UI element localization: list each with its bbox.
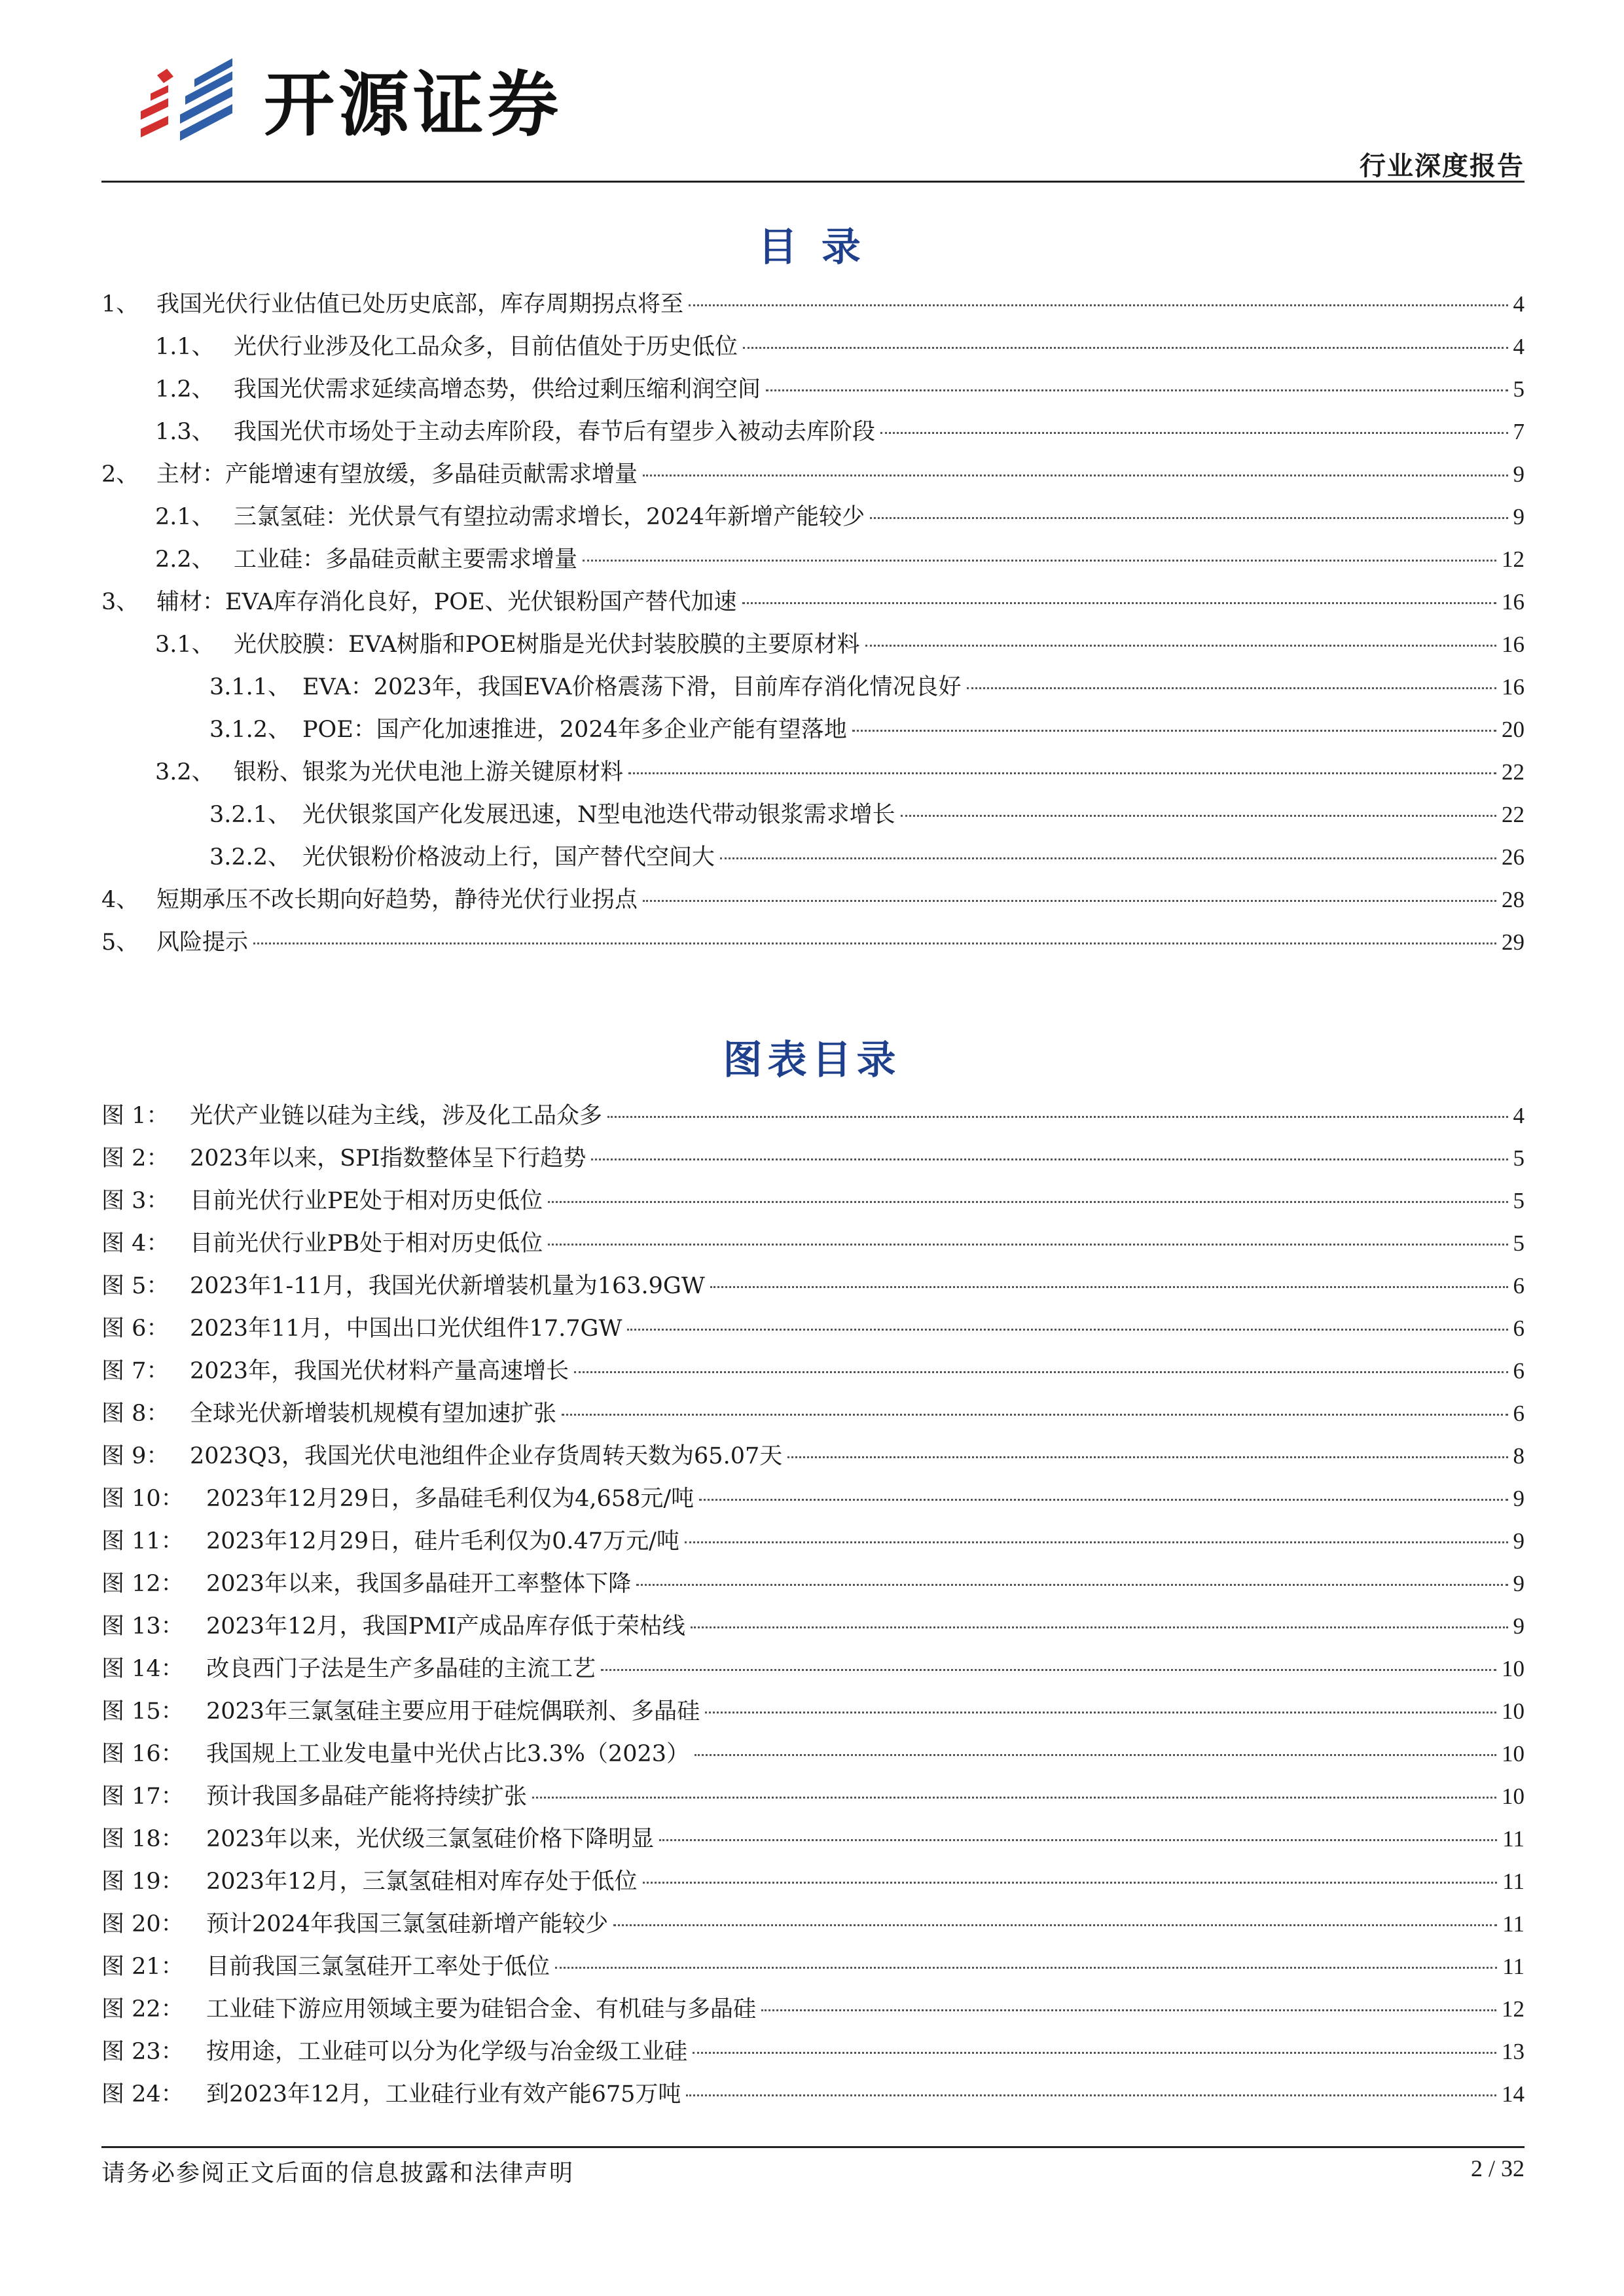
toc-entry[interactable] — [101, 329, 1525, 371]
toc-entry-number: 3.1、 — [155, 632, 215, 658]
dot-leader — [691, 1626, 1508, 1628]
toc-entry-title: EVA：2023年，我国EVA价格震荡下滑，目前库存消化情况良好 — [302, 674, 962, 700]
footer-divider — [101, 2146, 1525, 2148]
toc-entry-number: 3.2.1、 — [209, 802, 291, 828]
figures-entry-number: 图 15： — [101, 1698, 184, 1725]
dot-leader — [636, 1584, 1507, 1586]
dot-leader — [253, 942, 1496, 944]
toc-entry-number: 3.2、 — [155, 759, 215, 785]
toc-entry-page: 9 — [1513, 461, 1525, 487]
figures-entry-title: 目前光伏行业PE处于相对历史低位 — [190, 1188, 543, 1214]
figures-entry[interactable] — [101, 1821, 1525, 1863]
toc-entry-number: 1、 — [101, 291, 139, 317]
toc-entry-page: 7 — [1513, 419, 1525, 444]
figures-entry-title: 改良西门子法是生产多晶硅的主流工艺 — [206, 1656, 596, 1682]
toc-entry-title: 光伏行业涉及化工品众多，目前估值处于历史低位 — [234, 334, 738, 360]
figures-entry-page: 6 — [1513, 1316, 1525, 1341]
dot-leader — [720, 857, 1496, 859]
footer-disclaimer: 请务必参阅正文后面的信息披露和法律声明 — [101, 2160, 575, 2187]
figures-entry-title: 到2023年12月，工业硅行业有效产能675万吨 — [206, 2081, 681, 2108]
toc-entry-page: 16 — [1502, 632, 1525, 657]
dot-leader — [742, 602, 1496, 604]
toc-entry-title: 三氯氢硅：光伏景气有望拉动需求增长，2024年新增产能较少 — [234, 504, 865, 530]
report-type-label: 行业深度报告 — [1360, 151, 1525, 181]
toc-entry[interactable] — [101, 584, 1525, 626]
figures-entry-title: 我国规上工业发电量中光伏占比3.3%（2023） — [206, 1741, 689, 1767]
toc-entry-title: POE：国产化加速推进，2024年多企业产能有望落地 — [302, 717, 847, 743]
figures-entry-title: 2023年12月，我国PMI产成品库存低于荣枯线 — [206, 1613, 685, 1640]
dot-leader — [532, 1797, 1496, 1799]
page-number: 2 / 32 — [1470, 2155, 1525, 2181]
figures-entry-page: 11 — [1502, 1954, 1525, 1979]
toc-entry-title: 我国光伏行业估值已处历史底部，库存周期拐点将至 — [156, 291, 684, 317]
figures-entry-title: 光伏产业链以硅为主线，涉及化工品众多 — [190, 1103, 603, 1129]
figures-entry-number: 图 24： — [101, 2081, 184, 2108]
toc-entry-title: 光伏银浆国产化发展迅速，N型电池迭代带动银浆需求增长 — [302, 802, 895, 828]
dot-leader — [766, 389, 1507, 391]
dot-leader — [710, 1286, 1508, 1288]
toc-entry-page: 5 — [1513, 376, 1525, 402]
dot-leader — [607, 1116, 1507, 1118]
dot-leader — [761, 2009, 1496, 2011]
figures-entry-number: 图 19： — [101, 1869, 184, 1895]
dot-leader — [591, 1158, 1507, 1160]
toc-entry-number: 2.1、 — [155, 504, 215, 530]
figures-entry[interactable] — [101, 1480, 1525, 1523]
dot-leader — [685, 1541, 1508, 1543]
toc-entry-title: 光伏银粉价格波动上行，国产替代空间大 — [302, 844, 715, 870]
dot-leader — [705, 1712, 1496, 1713]
figures-entry-page: 10 — [1502, 1784, 1525, 1809]
toc-entry-page: 22 — [1502, 759, 1525, 785]
figures-entry-number: 图 3： — [101, 1188, 170, 1214]
figures-entry-title: 工业硅下游应用领域主要为硅铝合金、有机硅与多晶硅 — [206, 1996, 757, 2022]
toc-entry-page: 4 — [1513, 291, 1525, 317]
figures-entry-title: 2023年12月29日，硅片毛利仅为0.47万元/吨 — [206, 1528, 679, 1554]
toc-entry[interactable] — [101, 541, 1525, 584]
dot-leader — [574, 1371, 1507, 1373]
toc-entry-title: 银粉、银浆为光伏电池上游关键原材料 — [234, 759, 624, 785]
figures-entry-number: 图 18： — [101, 1826, 184, 1852]
figures-entry-page: 10 — [1502, 1741, 1525, 1767]
figures-entry-number: 图 4： — [101, 1230, 170, 1257]
figures-entry-page: 10 — [1502, 1698, 1525, 1724]
figures-entry[interactable] — [101, 1991, 1525, 2034]
figures-entry-title: 2023年1-11月，我国光伏新增装机量为163.9GW — [190, 1273, 705, 1299]
toc-entry-title: 风险提示 — [156, 929, 249, 956]
figures-entry-page: 6 — [1513, 1358, 1525, 1384]
toc-entry[interactable] — [101, 711, 1525, 754]
figures-entry-page: 11 — [1502, 1869, 1525, 1894]
figures-entry[interactable] — [101, 1651, 1525, 1693]
dot-leader — [548, 1201, 1507, 1203]
figures-entry-title: 目前我国三氯氢硅开工率处于低位 — [206, 1954, 550, 1980]
dot-leader — [901, 815, 1496, 817]
dot-leader — [643, 1882, 1498, 1884]
dot-leader — [967, 687, 1496, 689]
toc-entry-page: 12 — [1502, 547, 1525, 572]
figures-entry-page: 8 — [1513, 1443, 1525, 1469]
toc-entry-title: 工业硅：多晶硅贡献主要需求增量 — [234, 547, 578, 573]
toc-entry-title: 我国光伏需求延续高增态势，供给过剩压缩利润空间 — [234, 376, 761, 403]
figures-entry-number: 图 22： — [101, 1996, 184, 2022]
figures-entry-title: 预计2024年我国三氯氢硅新增产能较少 — [206, 1911, 609, 1937]
figures-entry[interactable] — [101, 1098, 1525, 1140]
figures-entry-number: 图 11： — [101, 1528, 184, 1554]
figures-entry[interactable] — [101, 1140, 1525, 1183]
toc-entry-number: 3.1.2、 — [209, 717, 291, 743]
figures-entry-number: 图 10： — [101, 1486, 184, 1512]
figures-entry-page: 5 — [1513, 1230, 1525, 1256]
toc-entry-number: 2、 — [101, 461, 139, 488]
figures-entry-title: 目前光伏行业PB处于相对历史低位 — [190, 1230, 543, 1257]
figures-entry-number: 图 12： — [101, 1571, 184, 1597]
figures-entry[interactable] — [101, 2076, 1525, 2119]
figures-entry-number: 图 21： — [101, 1954, 184, 1980]
dot-leader — [613, 1924, 1497, 1926]
toc-entry-page: 22 — [1502, 802, 1525, 827]
dot-leader — [865, 645, 1496, 647]
toc-entry-title: 我国光伏市场处于主动去库阶段，春节后有望步入被动去库阶段 — [234, 419, 876, 445]
figures-entry-page: 10 — [1502, 1656, 1525, 1681]
toc-entry-page: 26 — [1502, 844, 1525, 870]
figures-entry-page: 6 — [1513, 1401, 1525, 1426]
figures-entry-page: 6 — [1513, 1273, 1525, 1299]
figures-entry[interactable] — [101, 1566, 1525, 1608]
figures-entry-page: 14 — [1502, 2081, 1525, 2107]
figures-entry[interactable] — [101, 2034, 1525, 2076]
figures-entry-page: 5 — [1513, 1145, 1525, 1171]
figures-entry-page: 9 — [1513, 1486, 1525, 1511]
figures-entry[interactable] — [101, 1310, 1525, 1353]
dot-leader — [695, 1754, 1496, 1756]
figures-entry-title: 2023年以来，SPI指数整体呈下行趋势 — [190, 1145, 586, 1172]
figures-entry-title: 2023年以来，我国多晶硅开工率整体下降 — [206, 1571, 632, 1597]
figures-entry-number: 图 6： — [101, 1316, 170, 1342]
toc-entry-number: 4、 — [101, 887, 139, 913]
toc-entry-number: 3、 — [101, 589, 139, 615]
figures-entry-number: 图 2： — [101, 1145, 170, 1172]
toc-entry[interactable] — [101, 456, 1525, 499]
figures-entry-number: 图 8： — [101, 1401, 170, 1427]
dot-leader — [870, 517, 1507, 519]
figures-entry-page: 11 — [1502, 1911, 1525, 1937]
dot-leader — [628, 772, 1496, 774]
toc-entry-number: 1.1、 — [155, 334, 215, 360]
toc-entry[interactable] — [101, 414, 1525, 456]
toc-entry-page: 29 — [1502, 929, 1525, 955]
figures-entry[interactable] — [101, 1353, 1525, 1395]
toc-entry-title: 主材：产能增速有望放缓，多晶硅贡献需求增量 — [156, 461, 638, 488]
figures-entry-title: 2023Q3，我国光伏电池组件企业存货周转天数为65.07天 — [190, 1443, 783, 1469]
toc-entry[interactable] — [101, 797, 1525, 839]
figures-entry-title: 2023年三氯氢硅主要应用于硅烷偶联剂、多晶硅 — [206, 1698, 700, 1725]
toc-entry[interactable] — [101, 371, 1525, 414]
dot-leader — [659, 1839, 1497, 1841]
figures-entry[interactable] — [101, 1268, 1525, 1310]
figures-entry[interactable] — [101, 1693, 1525, 1736]
figures-entry-number: 图 9： — [101, 1443, 170, 1469]
figures-entry-page: 12 — [1502, 1996, 1525, 2022]
figures-entry-title: 预计我国多晶硅产能将持续扩张 — [206, 1784, 528, 1810]
dot-leader — [562, 1414, 1507, 1416]
figures-entry-number: 图 1： — [101, 1103, 170, 1129]
figures-entry-number: 图 14： — [101, 1656, 184, 1682]
figures-entry-title: 2023年以来，光伏级三氯氢硅价格下降明显 — [206, 1826, 655, 1852]
dot-leader — [627, 1329, 1507, 1331]
figures-entry-page: 11 — [1502, 1826, 1525, 1852]
dot-leader — [689, 304, 1507, 306]
brand-mark-icon — [134, 49, 245, 147]
toc-entry-title: 光伏胶膜：EVA树脂和POE树脂是光伏封装胶膜的主要原材料 — [234, 632, 860, 658]
toc-entry-page: 16 — [1502, 674, 1525, 700]
figures-entry[interactable] — [101, 1183, 1525, 1225]
figures-entry-title: 2023年12月，三氯氢硅相对库存处于低位 — [206, 1869, 638, 1895]
table-of-contents — [101, 286, 1525, 967]
figures-entry-page: 9 — [1513, 1528, 1525, 1554]
toc-entry-title: 辅材：EVA库存消化良好，POE、光伏银粉国产替代加速 — [156, 589, 737, 615]
figures-entry-title: 按用途，工业硅可以分为化学级与冶金级工业硅 — [206, 2039, 688, 2065]
toc-entry-number: 2.2、 — [155, 547, 215, 573]
figures-title: 图表目录 — [723, 1037, 901, 1083]
figures-entry[interactable] — [101, 1948, 1525, 1991]
toc-entry[interactable] — [101, 754, 1525, 797]
dot-leader — [880, 432, 1507, 434]
figures-entry[interactable] — [101, 1225, 1525, 1268]
figures-entry[interactable] — [101, 1906, 1525, 1948]
toc-entry-page: 16 — [1502, 589, 1525, 615]
figures-entry-page: 5 — [1513, 1188, 1525, 1213]
toc-entry-number: 1.3、 — [155, 419, 215, 445]
header-divider — [101, 181, 1525, 183]
figures-entry-title: 2023年11月，中国出口光伏组件17.7GW — [190, 1316, 623, 1342]
dot-leader — [555, 1967, 1497, 1969]
brand-name: 开源证券 — [264, 63, 563, 146]
toc-entry-number: 3.2.2、 — [209, 844, 291, 870]
dot-leader — [852, 730, 1496, 732]
figures-entry-number: 图 20： — [101, 1911, 184, 1937]
toc-entry-title: 短期承压不改长期向好趋势，静待光伏行业拐点 — [156, 887, 638, 913]
figures-entry-page: 13 — [1502, 2039, 1525, 2064]
figures-entry[interactable] — [101, 1778, 1525, 1821]
figures-entry-page: 4 — [1513, 1103, 1525, 1128]
toc-title: 目 录 — [758, 224, 866, 270]
figures-entry[interactable] — [101, 1608, 1525, 1651]
toc-entry-number: 3.1.1、 — [209, 674, 291, 700]
toc-entry[interactable] — [101, 924, 1525, 967]
figures-entry-number: 图 13： — [101, 1613, 184, 1640]
figures-entry-page: 9 — [1513, 1571, 1525, 1596]
figures-entry-number: 图 17： — [101, 1784, 184, 1810]
figures-entry-title: 全球光伏新增装机规模有望加速扩张 — [190, 1401, 557, 1427]
toc-entry-number: 5、 — [101, 929, 139, 956]
dot-leader — [699, 1499, 1507, 1501]
toc-entry-number: 1.2、 — [155, 376, 215, 403]
figure-list — [101, 1098, 1525, 2119]
dot-leader — [583, 560, 1496, 562]
toc-entry-page: 9 — [1513, 504, 1525, 529]
dot-leader — [743, 347, 1507, 349]
toc-entry[interactable] — [101, 499, 1525, 541]
figures-entry[interactable] — [101, 1395, 1525, 1438]
figures-entry-number: 图 7： — [101, 1358, 170, 1384]
figures-entry-title: 2023年，我国光伏材料产量高速增长 — [190, 1358, 569, 1384]
figures-entry-number: 图 16： — [101, 1741, 184, 1767]
figures-entry[interactable] — [101, 1863, 1525, 1906]
toc-entry[interactable] — [101, 882, 1525, 924]
figures-entry-number: 图 5： — [101, 1273, 170, 1299]
dot-leader — [643, 900, 1496, 902]
figures-entry-number: 图 23： — [101, 2039, 184, 2065]
dot-leader — [548, 1244, 1507, 1246]
dot-leader — [643, 475, 1507, 476]
dot-leader — [601, 1669, 1496, 1671]
dot-leader — [693, 2052, 1496, 2054]
toc-entry[interactable] — [101, 626, 1525, 669]
figures-entry-title: 2023年12月29日，多晶硅毛利仅为4,658元/吨 — [206, 1486, 695, 1512]
brand-logo — [134, 46, 562, 151]
figures-entry[interactable] — [101, 1523, 1525, 1566]
toc-entry[interactable] — [101, 286, 1525, 329]
toc-entry[interactable] — [101, 839, 1525, 882]
dot-leader — [686, 2094, 1496, 2096]
dot-leader — [787, 1456, 1507, 1458]
toc-entry-page: 28 — [1502, 887, 1525, 912]
toc-entry-page: 20 — [1502, 717, 1525, 742]
toc-entry[interactable] — [101, 669, 1525, 711]
figures-entry-page: 9 — [1513, 1613, 1525, 1639]
figures-entry[interactable] — [101, 1438, 1525, 1480]
figures-entry[interactable] — [101, 1736, 1525, 1778]
toc-entry-page: 4 — [1513, 334, 1525, 359]
